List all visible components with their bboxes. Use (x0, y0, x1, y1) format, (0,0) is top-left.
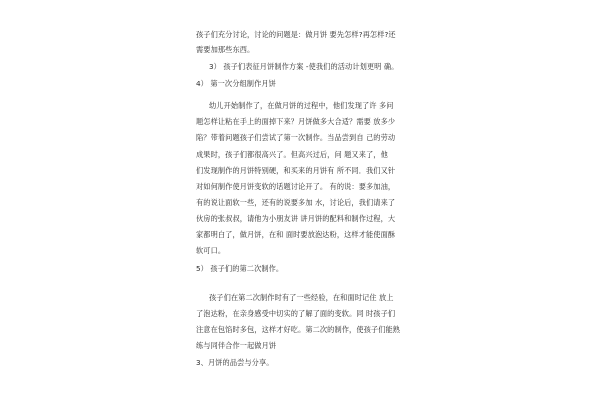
text-line: 伙房的张叔叔，请他为小朋友讲 讲月饼的配料和制作过程，大 (196, 214, 396, 223)
list-item-heading: 4） 第一次分组制作月饼 (196, 79, 276, 88)
text-line: 陷？带着问题孩子们尝试了第一次制作。当品尝到自 己的劳动 (196, 133, 396, 142)
text-line: 孩子们充分讨论，讨论的问题是：做月饼 要先怎样?再怎样?还 (196, 30, 396, 39)
text-line: 家都明白了，做月饼，在和 面时要放泡达粉，这样才能使面酥 (196, 230, 396, 239)
text-line: 题怎样让粘在手上的面掉下来？月饼做多大合适？需要 放多少 (196, 117, 396, 126)
text-line: 了泡达粉，在亲身感受中切实的了解了面的变软。同 时孩子们 (196, 309, 396, 318)
text-line: 有的说让面软一些，还有的说要多加 水，讨论后，我们请来了 (196, 198, 396, 207)
text-line: 练与同伴合作一起做月饼 (196, 341, 277, 350)
text-line: 孩子们在第二次制作时有了一些经验，在和面时记住 放上 (209, 293, 394, 302)
text-line: 成果时，孩子们都很高兴了。但高兴过后，问 题又来了，他 (196, 150, 388, 159)
list-item-heading: 3、月饼的品尝与分享。 (196, 358, 274, 367)
list-item-heading: 3） 孩子们表征月饼制作方案 -使我们的活动计划更明 确。 (209, 62, 399, 71)
text-line: 幼儿开始制作了，在做月饼的过程中，他们发现了许 多问 (209, 101, 394, 110)
list-item-heading: 5） 孩子们的第二次制作。 (196, 264, 284, 273)
text-line: 注意在包馅时多包，这样才好吃。第二次的制作，使孩子们能熟 (196, 325, 401, 334)
text-line: 对如何制作使月饼变软的话题讨论开了。 有的说：要多加油， (196, 182, 396, 191)
text-line: 软可口。 (196, 246, 226, 255)
text-line: 们发现制作的月饼特别硬，和买来的月饼有 所不同．我们又针 (196, 166, 396, 175)
text-line: 需要加那些东西。 (196, 45, 255, 54)
